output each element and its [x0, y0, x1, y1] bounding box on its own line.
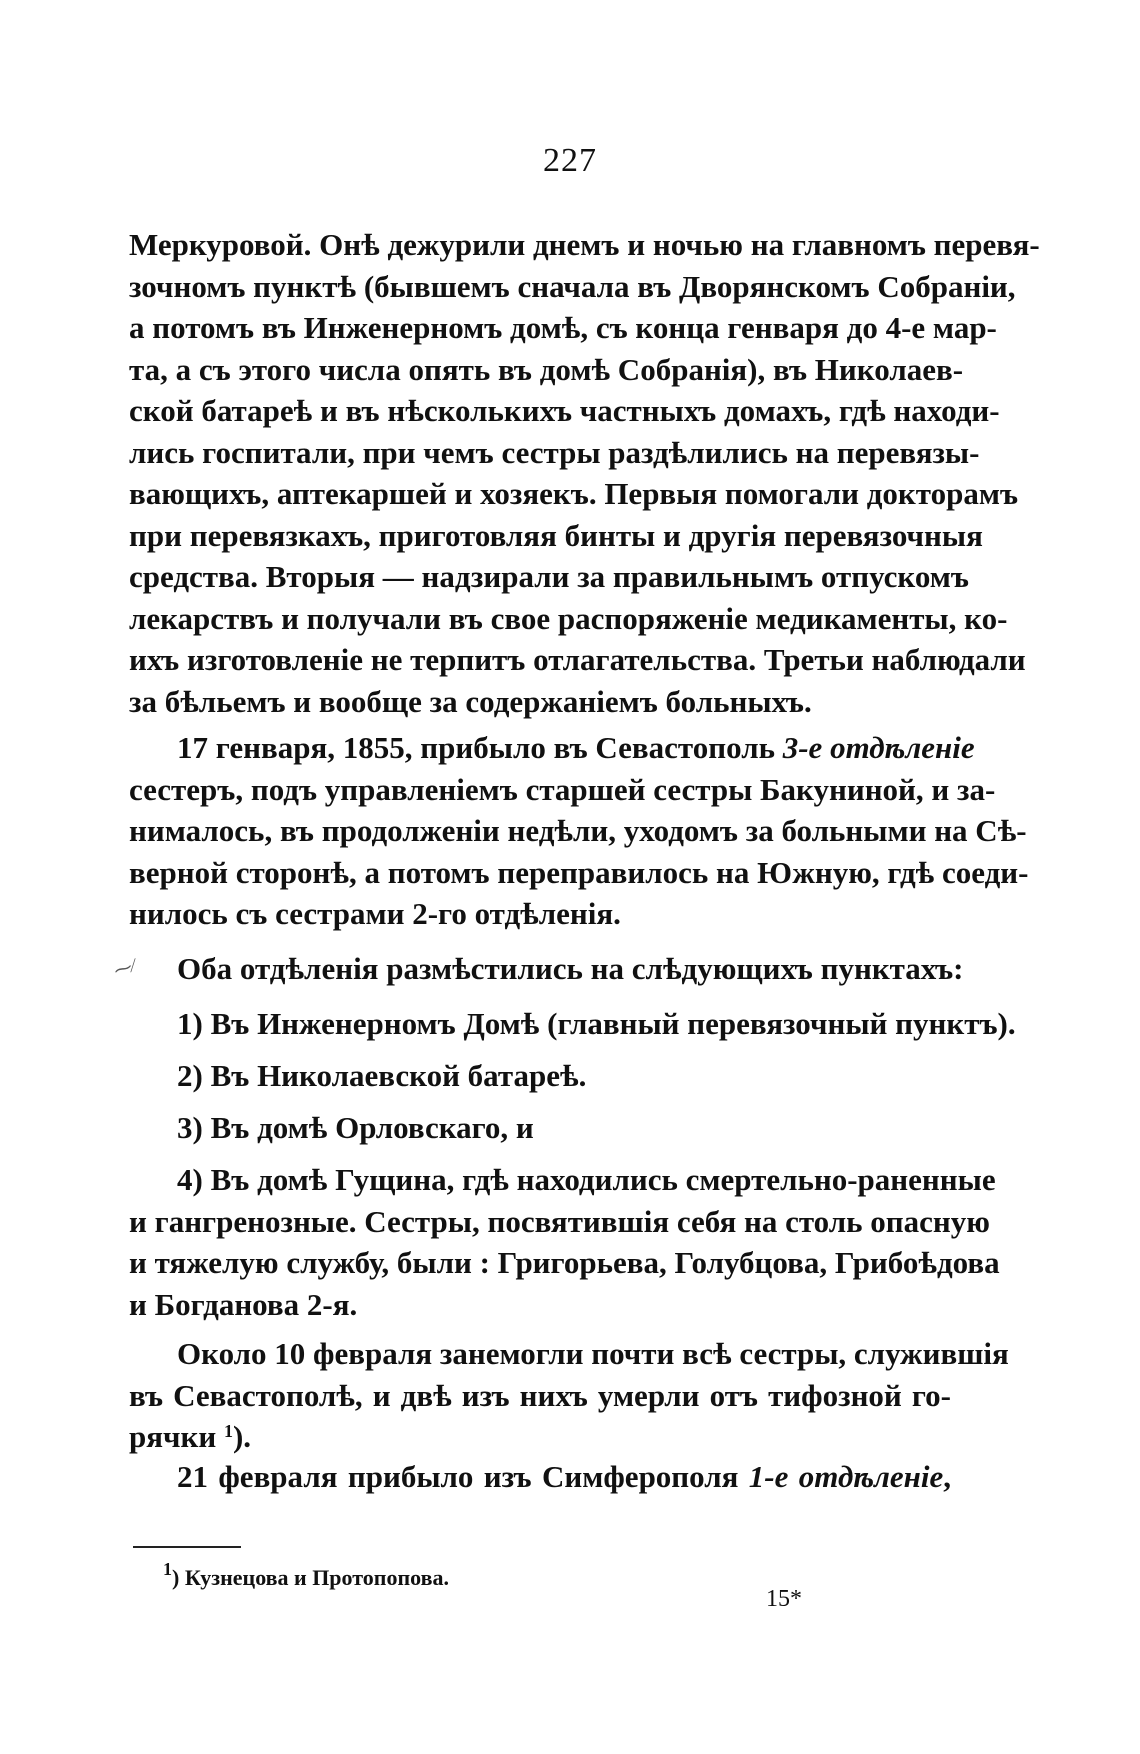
- text-line: зочномъ пунктѣ (бывшемъ сначала въ Дворянскомъ Собраніи,: [129, 268, 1016, 304]
- page-number: 227: [543, 142, 597, 179]
- text-line: Оба отдѣленія размѣстились на слѣдующихъ пунктахъ:: [177, 951, 964, 986]
- text-line: [129, 1416, 951, 1458]
- text-line: и Богданова 2-я.: [129, 1286, 358, 1322]
- text-line: [129, 727, 975, 769]
- paragraph-1: [129, 224, 1040, 722]
- text-line: лись госпитали, при чемъ сестры раздѣлились на перевязы-: [129, 434, 980, 470]
- text-line: [129, 1456, 951, 1498]
- italic-emphasis: 3-е отдѣленіе: [782, 730, 975, 765]
- list-item-4: [129, 1159, 1000, 1325]
- text-run: рячки: [129, 1419, 217, 1454]
- footnote-marker: 1: [163, 1559, 172, 1579]
- text-line: верной сторонѣ, а потомъ переправилось на Южную, гдѣ соеди-: [129, 854, 1029, 890]
- text-line: лекарствъ и получали въ свое распоряженіе медикаменты, ко-: [129, 600, 1008, 636]
- text-run: ,: [943, 1459, 952, 1494]
- text-line: 2) Въ Николаевской батареѣ.: [177, 1058, 587, 1093]
- text-line: вающихъ, аптекаршей и хозяекъ. Первыя помогали докторамъ: [129, 476, 1019, 511]
- paragraph-9: [129, 1456, 951, 1498]
- text-line: и тяжелую службу, были : Григорьева, Голубцова, Грибоѣдова: [129, 1245, 1000, 1280]
- text-line: та, а съ этого числа опять въ домѣ Собранія), въ Николаев-: [129, 351, 964, 387]
- paragraph-3: [129, 948, 964, 990]
- text-line: при перевязкахъ, приготовляя бинты и другія перевязочныя: [129, 517, 983, 553]
- text-line: и гангренозные. Сестры, посвятившія себя на столь опасную: [129, 1203, 990, 1239]
- text-line: за бѣльемъ и вообще за содержаніемъ больныхъ.: [129, 683, 812, 719]
- footnote-text: ) Кузнецова и Протопопова.: [172, 1565, 449, 1590]
- signature-mark: 15*: [766, 1586, 802, 1612]
- text-line: въ Севастополѣ, и двѣ изъ нихъ умерли отъ тифозной го-: [129, 1377, 951, 1413]
- pencil-mark-icon: ⁓⁄: [111, 955, 138, 981]
- text-run: 21 февраля прибыло изъ Симферополя: [177, 1459, 749, 1494]
- list-item-2: [129, 1055, 951, 1097]
- text-line: ской батареѣ и въ нѣсколькихъ частныхъ домахъ, гдѣ находи-: [129, 393, 1000, 428]
- text-line: средства. Вторыя — надзирали за правильнымъ отпускомъ: [129, 559, 969, 594]
- text-line: 1) Въ Инженерномъ Домѣ (главный перевязочный пунктъ).: [177, 1006, 1016, 1041]
- paragraph-8: [129, 1333, 1009, 1458]
- text-line: нималось, въ продолженіи недѣли, уходомъ за больными на Сѣ-: [129, 813, 1027, 848]
- footnote-ref: 1: [223, 1421, 233, 1441]
- text-line: 4) Въ домѣ Гущина, гдѣ находились смертельно-раненные: [177, 1162, 996, 1197]
- text-line: сестеръ, подъ управленіемъ старшей сестры Бакуниной, и за-: [129, 771, 996, 807]
- text-line: нилось съ сестрами 2-го отдѣленія.: [129, 896, 621, 931]
- list-item-1: [129, 1003, 1016, 1045]
- paragraph-2: [129, 727, 1029, 935]
- text-run: ).: [232, 1419, 252, 1454]
- text-line: Около 10 февраля занемогли почти всѣ сестры, служившія: [177, 1336, 1009, 1371]
- footnote-rule: [133, 1546, 241, 1548]
- italic-emphasis: 1-е отдѣленіе: [748, 1459, 944, 1494]
- text-line: а потомъ въ Инженерномъ домѣ, съ конца генваря до 4-е мар-: [129, 310, 997, 345]
- text-run: 17 генваря, 1855, прибыло въ Севастополь: [177, 730, 783, 765]
- text-line: ихъ изготовленіе не терпитъ отлагательства. Третьи наблюдали: [129, 642, 1026, 677]
- list-item-3: [129, 1107, 951, 1149]
- footnote: [163, 1559, 449, 1591]
- text-line: Меркуровой. Онѣ дежурили днемъ и ночью на главномъ перевя-: [129, 227, 1040, 262]
- text-line: 3) Въ домѣ Орловскаго, и: [177, 1110, 534, 1145]
